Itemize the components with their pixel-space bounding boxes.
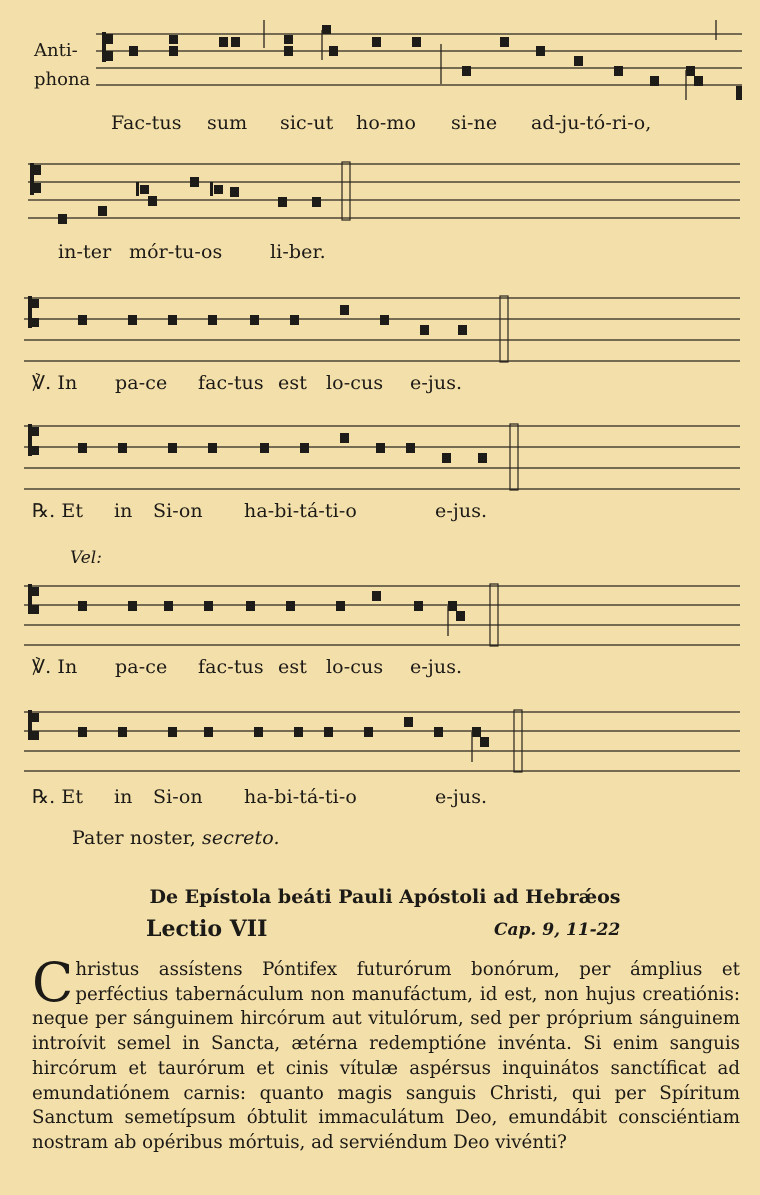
neumes — [78, 296, 508, 362]
syllable: in-ter — [58, 241, 112, 263]
do-clef-icon — [28, 424, 39, 456]
syllable: in — [114, 786, 133, 808]
neumes — [78, 710, 522, 772]
syllable: est — [278, 656, 307, 678]
chapter-reference: Cap. 9, 11-22 — [494, 920, 621, 940]
epistle-heading: De Epístola beáti Pauli Apóstoli ad Hebrǽos — [149, 886, 621, 908]
syllable: in — [114, 500, 133, 522]
syllable: fac-tus — [198, 656, 264, 678]
pater-noster-text: Pater noster, — [72, 827, 196, 849]
syllable: e-jus. — [410, 656, 463, 678]
syllable: e-jus. — [435, 786, 488, 808]
drop-capital: C — [32, 951, 74, 1014]
syllable: ho-mo — [356, 112, 417, 134]
syllable: ℞. Et — [32, 500, 84, 522]
syllable: lo-cus — [326, 372, 384, 394]
syllable: sic-ut — [280, 112, 334, 134]
antiphon-label-line1: Anti- — [34, 40, 78, 61]
syllable: pa-ce — [115, 656, 168, 678]
syllable: est — [278, 372, 307, 394]
neumes — [129, 20, 742, 100]
syllable: ad-ju-tó-ri-o, — [531, 112, 652, 134]
syllable: si-ne — [451, 112, 498, 134]
do-clef-icon — [28, 296, 39, 328]
versicle-2-staff — [24, 578, 744, 652]
antiphon-label-line2: phona — [34, 69, 91, 90]
syllable: lo-cus — [326, 656, 384, 678]
do-clef-icon — [102, 32, 113, 62]
syllable: ℞. Et — [32, 786, 84, 808]
neumes — [78, 584, 498, 646]
epistle-body: hristus assístens Póntifex futurórum bonórum, per ámplius et perféctius tabernáculum non manufáctum, id est, non hujus creatiónis: neque per sánguinem hircórum aut vitulórum, sed per próprium sánguinem introívit semel in Sancta, ætérna redemptióne invénta. Si enim sanguis hircórum et taurórum et cinis vítulæ aspérsus inquinátos sanctíficat ad emundatiónem carnis: quanto magis sanguis Christi, qui per Spíritum Sanctum semetípsum óbtulit immaculátum Deo, emundábit consciéntiam nostram ab opéribus mórtuis, ad serviéndum Deo vivénti? — [32, 959, 740, 1153]
vel-label: Vel: — [70, 548, 102, 568]
antiphon-staff-1 — [96, 18, 746, 110]
syllable: fac-tus — [198, 372, 264, 394]
neumes — [78, 424, 518, 490]
syllable: ha-bi-tá-ti-o — [244, 786, 357, 808]
versicle-1-staff — [24, 294, 744, 366]
antiphon-label — [34, 36, 90, 94]
pater-noster-secreto: secreto. — [202, 827, 280, 849]
syllable: ℣. In — [32, 372, 78, 394]
lectio-title: Lectio VII — [146, 916, 268, 942]
syllable: e-jus. — [410, 372, 463, 394]
do-clef-icon — [28, 710, 39, 740]
syllable: Si-on — [153, 786, 203, 808]
response-2-staff — [24, 704, 744, 776]
syllable: ℣. In — [32, 656, 78, 678]
syllable: Fac-tus — [111, 112, 182, 134]
do-clef-icon — [28, 584, 39, 614]
syllable: pa-ce — [115, 372, 168, 394]
response-1-staff — [24, 418, 744, 492]
syllable: Si-on — [153, 500, 203, 522]
antiphon-staff-2 — [28, 158, 744, 232]
pater-noster-line — [72, 827, 280, 849]
syllable: ha-bi-tá-ti-o — [244, 500, 357, 522]
neumes — [58, 162, 350, 224]
syllable: sum — [207, 112, 248, 134]
do-clef-icon — [30, 163, 41, 195]
epistle-text — [32, 951, 740, 1156]
syllable: e-jus. — [435, 500, 488, 522]
syllable: mór-tu-os — [129, 241, 223, 263]
syllable: li-ber. — [270, 241, 326, 263]
